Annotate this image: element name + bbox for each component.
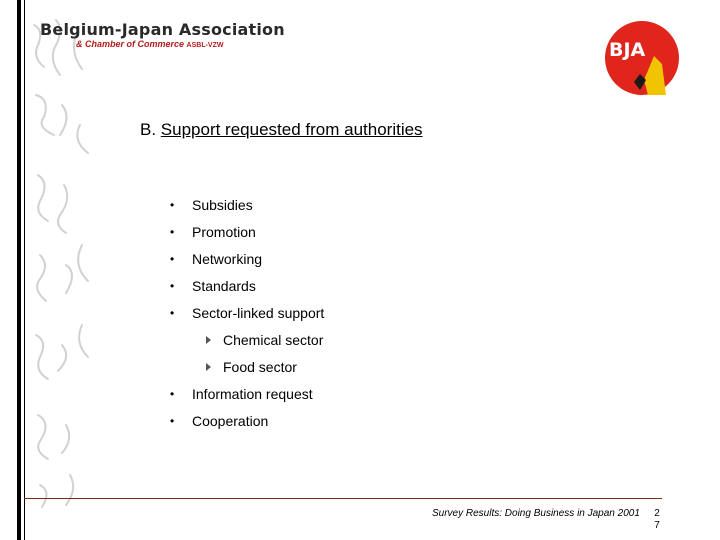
- list-item-text: Cooperation: [192, 413, 269, 429]
- bullet-dot: •: [170, 306, 175, 320]
- logo-subtitle: [76, 39, 285, 49]
- bullet-dot: •: [170, 387, 175, 401]
- heading-title: Support requested from authorities: [160, 120, 423, 139]
- footer-divider: [24, 498, 662, 499]
- logo-subtitle-suffix: ASBL-VZW: [186, 42, 224, 49]
- triangle-bullet-icon: [206, 363, 211, 371]
- triangle-bullet-icon: [206, 336, 211, 344]
- bullet-dot: •: [170, 279, 175, 293]
- page-number: [652, 508, 662, 532]
- calligraphy-background: [26, 5, 96, 535]
- heading-prefix: B.: [140, 120, 157, 139]
- list-item-text: Standards: [192, 278, 256, 294]
- bullet-dot: •: [170, 414, 175, 428]
- sub-list-item-text: Food sector: [223, 359, 297, 375]
- page-number-digit-1: 2: [654, 508, 660, 519]
- list-item-text: Subsidies: [192, 197, 253, 213]
- bja-badge-logo: [604, 20, 680, 96]
- list-item-text: Information request: [192, 386, 313, 402]
- logo-subtitle-main: & Chamber of Commerce: [76, 39, 185, 49]
- bullet-dot: •: [170, 198, 175, 212]
- left-border-thin: [24, 0, 25, 540]
- association-logo: [40, 20, 285, 49]
- list-item-text: Promotion: [192, 224, 256, 240]
- list-item-text: Sector-linked support: [192, 305, 325, 321]
- bullet-dot: •: [170, 252, 175, 266]
- footer-caption: Survey Results: Doing Business in Japan 2001: [432, 508, 640, 519]
- left-border-thick: [17, 0, 21, 540]
- list-item-text: Networking: [192, 251, 263, 267]
- sub-list-item-text: Chemical sector: [223, 332, 324, 348]
- badge-text: BJA: [609, 39, 646, 61]
- section-heading: [140, 120, 423, 140]
- bullet-dot: •: [170, 225, 175, 239]
- logo-title: Belgium-Japan Association: [40, 20, 285, 39]
- page-number-digit-2: 7: [654, 520, 660, 531]
